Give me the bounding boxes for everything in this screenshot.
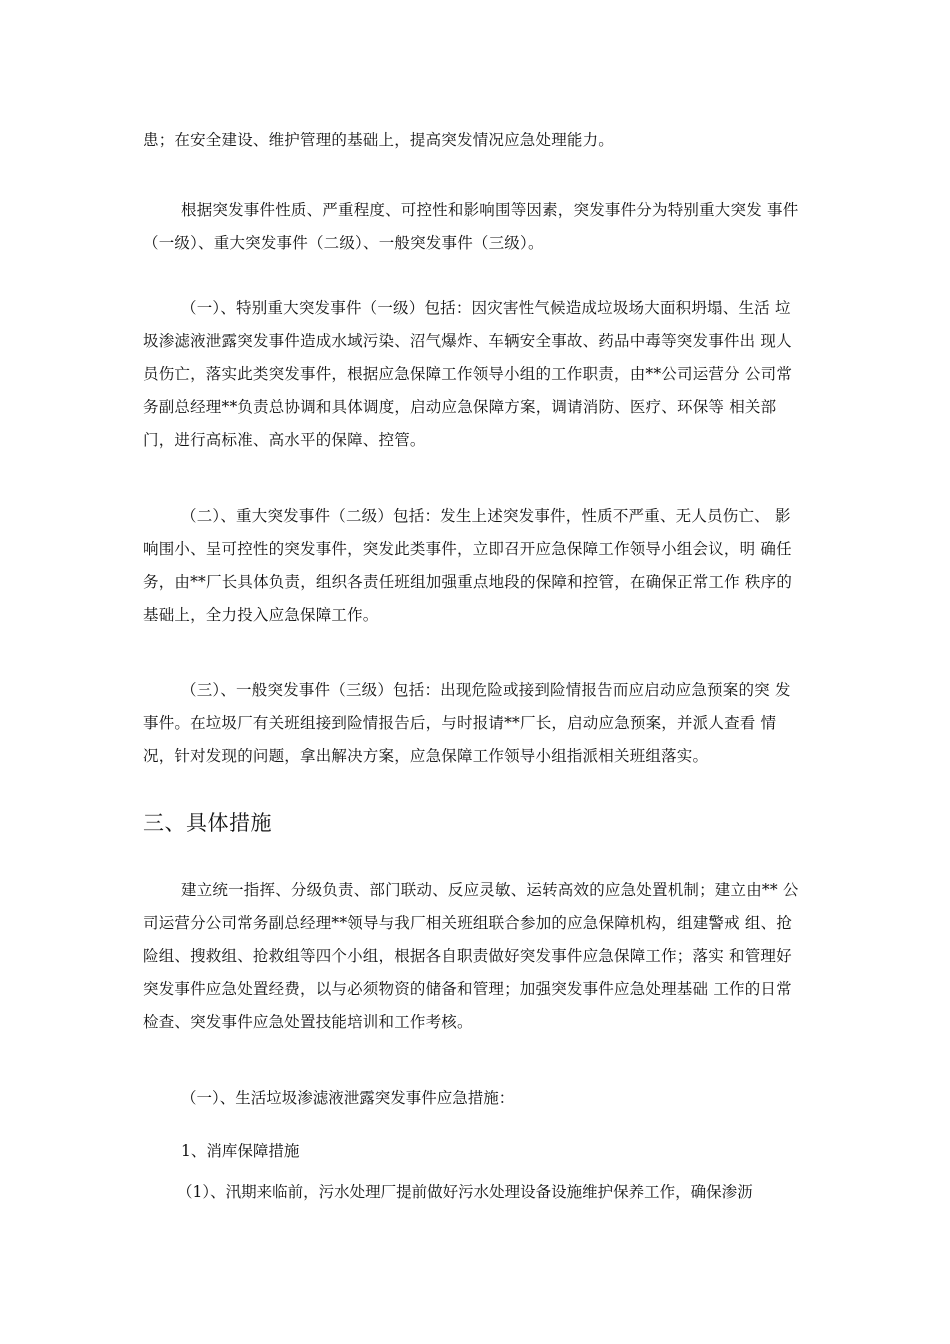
- text-line: 员伤亡，落实此类突发事件，根据应急保障工作领导小组的工作职责，由**公司运营分 公司常: [143, 365, 793, 383]
- text-line: 况，针对发现的问题，拿出解决方案，应急保障工作领导小组指派相关班组落实。: [143, 747, 709, 765]
- text-line: （三）、一般突发事件（三级）包括：出现危险或接到险情报告而应启动应急预案的突 发: [181, 681, 791, 699]
- paragraph-measures: [143, 874, 815, 1039]
- text-line: 突发事件应急处置经费，以与必须物资的储备和管理；加强突发事件应急处理基础 工作的日常: [143, 980, 792, 998]
- text-line: 事件。在垃圾厂有关班组接到险情报告后，与时报请**厂长，启动应急预案，并派人查看 情: [143, 714, 777, 732]
- paragraph-level-three: [143, 674, 815, 773]
- text-line: 建立统一指挥、分级负责、部门联动、反应灵敏、运转高效的应急处置机制；建立由** 公: [181, 881, 799, 899]
- text-line: 务，由**厂长具体负责，组织各责任班组加强重点地段的保障和控管，在确保正常工作 秩序的: [143, 573, 793, 591]
- text-line: 患；在安全建设、维护管理的基础上，提高突发情况应急处理能力。: [143, 131, 615, 149]
- text-line: 圾渗滤液泄露突发事件造成水域污染、沼气爆炸、车辆安全事故、药品中毒等突发事件出 现人: [143, 332, 792, 350]
- paragraph-intro: [143, 124, 815, 157]
- text-line: 基础上，全力投入应急保障工作。: [143, 606, 379, 624]
- section-heading: 三、具体措施: [143, 811, 272, 835]
- paragraph-level-one: [143, 292, 815, 457]
- text-line: 务副总经理**负责总协调和具体调度，启动应急保障方案，调请消防、医疗、环保等 相关部: [143, 398, 777, 416]
- text-line: 根据突发事件性质、严重程度、可控性和影响围等因素，突发事件分为特别重大突发 事件: [181, 201, 799, 219]
- text-line: （二）、重大突发事件（二级）包括：发生上述突发事件，性质不严重、无人员伤亡、 影: [181, 507, 791, 525]
- text-line: 门，进行高标准、高水平的保障、控管。: [143, 431, 426, 449]
- text-line: （一）、特别重大突发事件（一级）包括：因灾害性气候造成垃圾场大面积坍塌、生活 垃: [181, 299, 791, 317]
- subheading-leachate-measures: （一）、生活垃圾渗滤液泄露突发事件应急措施：: [181, 1089, 515, 1107]
- paragraph-level-two: [143, 500, 815, 632]
- text-line: 司运营分公司常务副总经理**领导与我厂相关班组联合参加的应急保障机构，组建警戒 组、抢: [143, 914, 793, 932]
- text-line: （一级）、重大突发事件（二级）、一般突发事件（三级）。: [143, 234, 544, 252]
- list-item-one: （1）、汛期来临前，污水处理厂提前做好污水处理设备设施维护保养工作，确保渗沥: [177, 1183, 753, 1201]
- text-line: 检查、突发事件应急处置技能培训和工作考核。: [143, 1013, 473, 1031]
- text-line: 险组、搜救组、抢救组等四个小组，根据各自职责做好突发事件应急保障工作；落实 和管理好: [143, 947, 792, 965]
- paragraph-classification: [143, 194, 815, 260]
- subheading-flood-measures: 1、消库保障措施: [181, 1142, 300, 1160]
- text-line: 响围小、呈可控性的突发事件，突发此类事件，立即召开应急保障工作领导小组会议，明 确任: [143, 540, 792, 558]
